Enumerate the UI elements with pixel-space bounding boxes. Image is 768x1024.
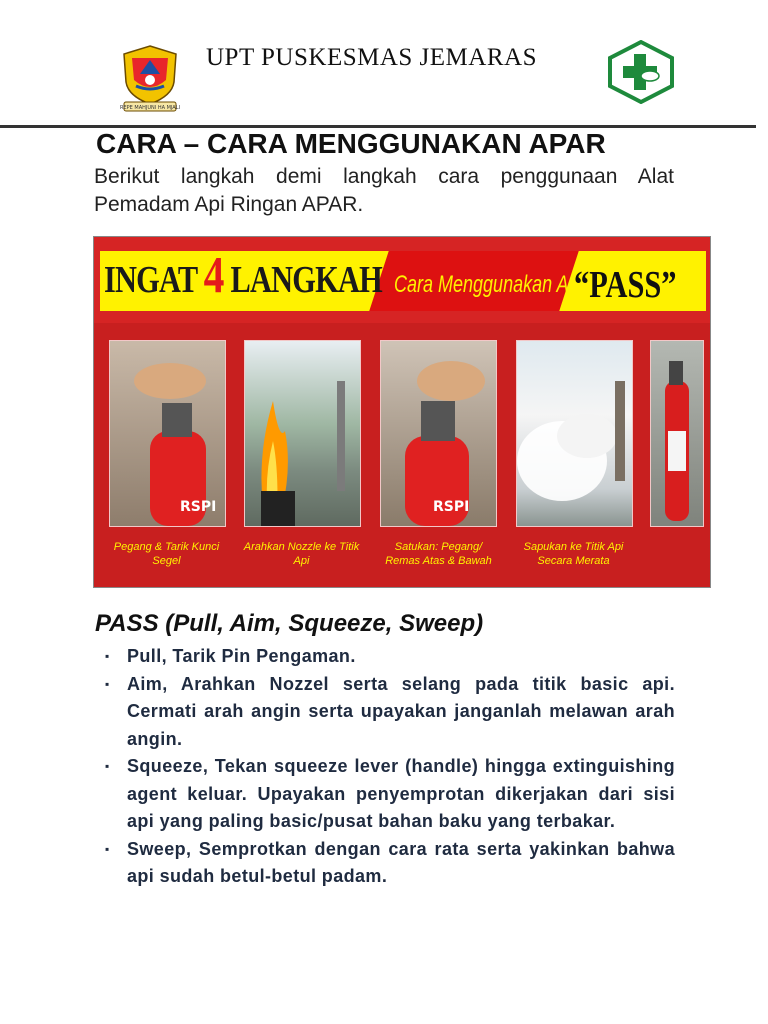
banner-subtitle: Cara Menggunakan Apar [394,271,595,298]
banner-pass-label: “PASS” [574,264,677,306]
caption-step-2: Arahkan Nozzle ke Titik Api [243,541,360,567]
bullet-icon: ▪ [105,649,110,663]
step-photo-sweep [516,340,633,527]
caption-step-3: Satukan: Pegang/ Remas Atas & Bawah [385,541,492,567]
banner-headline: INGAT 4 LANGKAH [104,247,382,304]
organization-name: UPT PUSKESMAS JEMARAS [206,44,537,71]
pass-heading: PASS (Pull, Aim, Squeeze, Sweep) [95,610,484,637]
caption-step-1: Pegang & Tarik Kunci Segel [113,541,220,567]
pass-banner-image [93,236,711,588]
bullet-icon: ▪ [105,841,110,856]
step-squeeze [95,753,675,836]
extinguisher-label: RSPI [433,499,470,515]
regional-coat-of-arms-icon [110,44,190,114]
step-text: Squeeze, Tekan squeeze lever (handle) hingga extinguishing agent keluar. Upayakan penyemprotan dikerjakan dari sisi api yang paling basic/pusat bahan baku yang terbakar. [127,756,675,831]
step-photo-squeeze [380,340,497,527]
banner-number: 4 [203,247,224,304]
puskesmas-cross-icon [606,40,676,104]
bullet-icon: ▪ [105,759,110,773]
bullet-icon: ▪ [105,676,110,691]
step-sweep [95,836,675,891]
extinguisher-photo [650,340,704,527]
pass-steps-list [95,643,675,891]
intro-paragraph: Berikut langkah demi langkah cara penggunaan Alat Pemadam Api Ringan APAR. [94,165,674,216]
step-aim [95,671,675,754]
step-text: Pull, Tarik Pin Pengaman. [127,646,356,666]
step-photo-aim [244,340,361,527]
step-text: Sweep, Semprotkan dengan cara rata serta yakinkan bahwa api sudah betul-betul padam. [127,838,675,886]
step-pull [95,643,675,671]
caption-step-4: Sapukan ke Titik Api Secara Merata [523,541,624,567]
logo-motto: REPE MAHJUNI HA MJALI [120,105,180,111]
step-text: Aim, Arahkan Nozzel serta selang pada titik basic api. Cermati arah angin serta upayakan janganlah melawan arah angin. [127,673,675,749]
page-title: CARA – CARA MENGGUNAKAN APAR [96,128,606,159]
extinguisher-label: RSPI [180,499,217,515]
step-photo-pull [109,340,226,527]
